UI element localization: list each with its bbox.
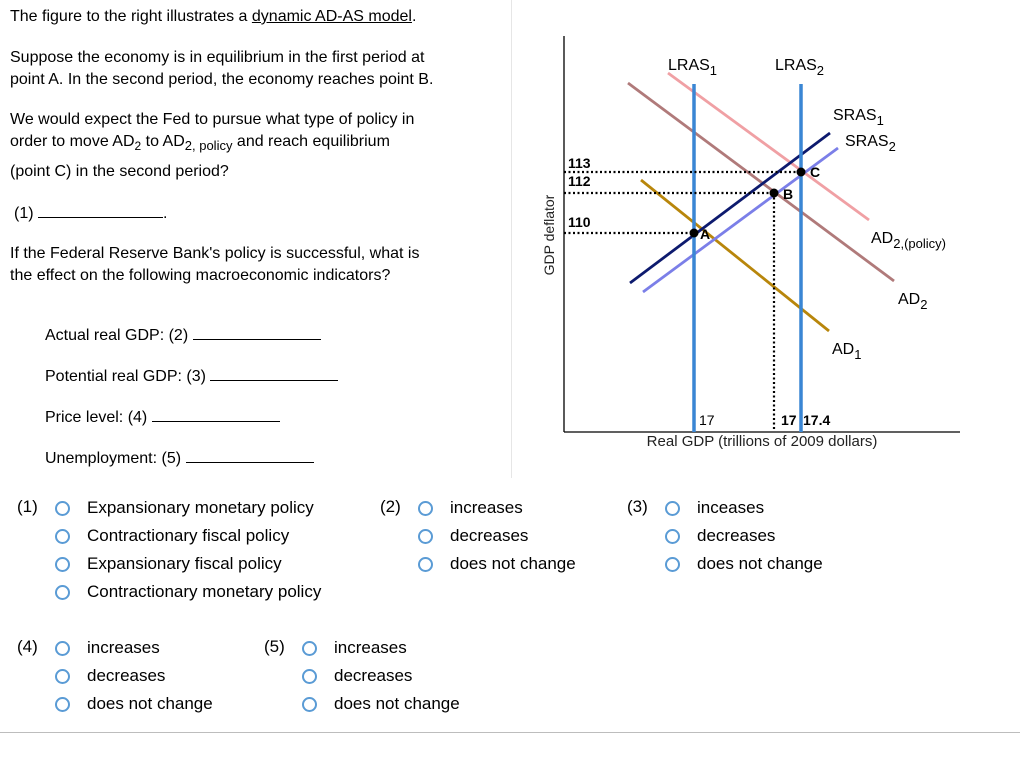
option-2-does-not-change[interactable]: does not change [418, 553, 576, 575]
scenario-line-1: Suppose the economy is in equilibrium in the first period at [10, 49, 425, 66]
group-1-label: (1) [17, 497, 38, 516]
option-1-contractionary-monetary[interactable]: Contractionary monetary policy [55, 581, 321, 603]
equilibrium-point-a [690, 229, 699, 238]
option-2-increases[interactable]: increases [418, 497, 523, 519]
radio-button[interactable] [418, 529, 433, 544]
curve-label-ad2: $AD_2$ [898, 291, 928, 312]
indicator-label: Actual real GDP: (2) [45, 327, 189, 344]
radio-button[interactable] [665, 557, 680, 572]
curve-label-ad2-policy-: $AD_{2,(policy)}$ [871, 230, 946, 251]
radio-button[interactable] [302, 641, 317, 656]
blank-1-suffix: . [163, 205, 168, 222]
scenario-line-2: point A. In the second period, the economy reaches point B. [10, 71, 434, 88]
curve-label-lras1: $LRAS_1$ [668, 57, 718, 78]
radio-button[interactable] [418, 501, 433, 516]
radio-button[interactable] [418, 557, 433, 572]
radio-button[interactable] [302, 697, 317, 712]
radio-button[interactable] [55, 557, 70, 572]
policy-question-line-3: (point C) in the second period? [10, 163, 229, 181]
option-4-does-not-change[interactable]: does not change [55, 693, 213, 715]
option-5-increases[interactable]: increases [302, 637, 407, 659]
equilibrium-label-b: B [783, 186, 794, 202]
blank-1-label: (1) [14, 205, 34, 222]
radio-button[interactable] [55, 669, 70, 684]
indicator-label: Potential real GDP: (3) [45, 368, 206, 385]
group-4-label: (4) [17, 637, 38, 656]
x-axis-title: Real GDP (trillions of 2009 dollars) [646, 433, 878, 450]
y-tick-label: 112 [568, 173, 591, 189]
radio-button[interactable] [302, 669, 317, 684]
option-5-decreases[interactable]: decreases [302, 665, 412, 687]
group-3-label: (3) [627, 497, 648, 516]
dynamic-ad-as-link[interactable]: dynamic AD-AS model [251, 8, 412, 25]
radio-button[interactable] [665, 501, 680, 516]
curve-label-sras2: $SRAS_2$ [845, 133, 896, 154]
option-1-contractionary-fiscal[interactable]: Contractionary fiscal policy [55, 525, 289, 547]
radio-button[interactable] [55, 501, 70, 516]
curve-sras2 [643, 148, 838, 292]
equilibrium-point-c [797, 168, 806, 177]
option-2-decreases[interactable]: decreases [418, 525, 528, 547]
group-2-label: (2) [380, 497, 401, 516]
curve-label-lras2: $LRAS_2$ [775, 57, 825, 78]
policy-question-line-2: order to move $AD_2$ to $AD_{2, policy}$ and reach equilibrium [10, 133, 390, 154]
equilibrium-point-b [770, 189, 779, 198]
y-axis-title: GDP deflator [541, 194, 557, 276]
radio-button[interactable] [55, 697, 70, 712]
option-1-expansionary-fiscal[interactable]: Expansionary fiscal policy [55, 553, 282, 575]
equilibrium-label-a: A [700, 226, 711, 242]
curve-label-ad1: $AD_1$ [832, 341, 862, 362]
intro-prefix: The figure to the right illustrates a [10, 8, 252, 25]
radio-button[interactable] [55, 529, 70, 544]
bottom-rule [0, 732, 1020, 733]
radio-button[interactable] [665, 529, 680, 544]
option-4-decreases[interactable]: decreases [55, 665, 165, 687]
option-1-expansionary-monetary[interactable]: Expansionary monetary policy [55, 497, 314, 519]
option-4-increases[interactable]: increases [55, 637, 160, 659]
equilibrium-label-c: C [810, 164, 821, 180]
indicators-question-line-2: the effect on the following macroeconomic indicators? [10, 267, 391, 284]
option-3-decreases[interactable]: decreases [665, 525, 775, 547]
intro-suffix: . [411, 8, 417, 25]
x-tick-label: 17.4 [803, 412, 831, 428]
option-5-does-not-change[interactable]: does not change [302, 693, 460, 715]
indicator-label: Unemployment: (5) [45, 450, 182, 467]
x-tick-label: 17 [781, 412, 797, 428]
y-tick-label: 110 [568, 214, 591, 230]
group-5-label: (5) [264, 637, 285, 656]
curve-label-sras1: $SRAS_1$ [833, 107, 884, 128]
indicator-label: Price level: (4) [45, 409, 148, 426]
x-tick-label: 17 [699, 412, 715, 428]
indicators-question-line-1: If the Federal Reserve Bank's policy is successful, what is [10, 245, 420, 262]
radio-button[interactable] [55, 585, 70, 600]
y-tick-label: 113 [568, 155, 591, 171]
option-3-does-not-change[interactable]: does not change [665, 553, 823, 575]
option-3-inceases[interactable]: inceases [665, 497, 764, 519]
policy-question-line-1: We would expect the Fed to pursue what type of policy in [10, 111, 415, 128]
radio-button[interactable] [55, 641, 70, 656]
